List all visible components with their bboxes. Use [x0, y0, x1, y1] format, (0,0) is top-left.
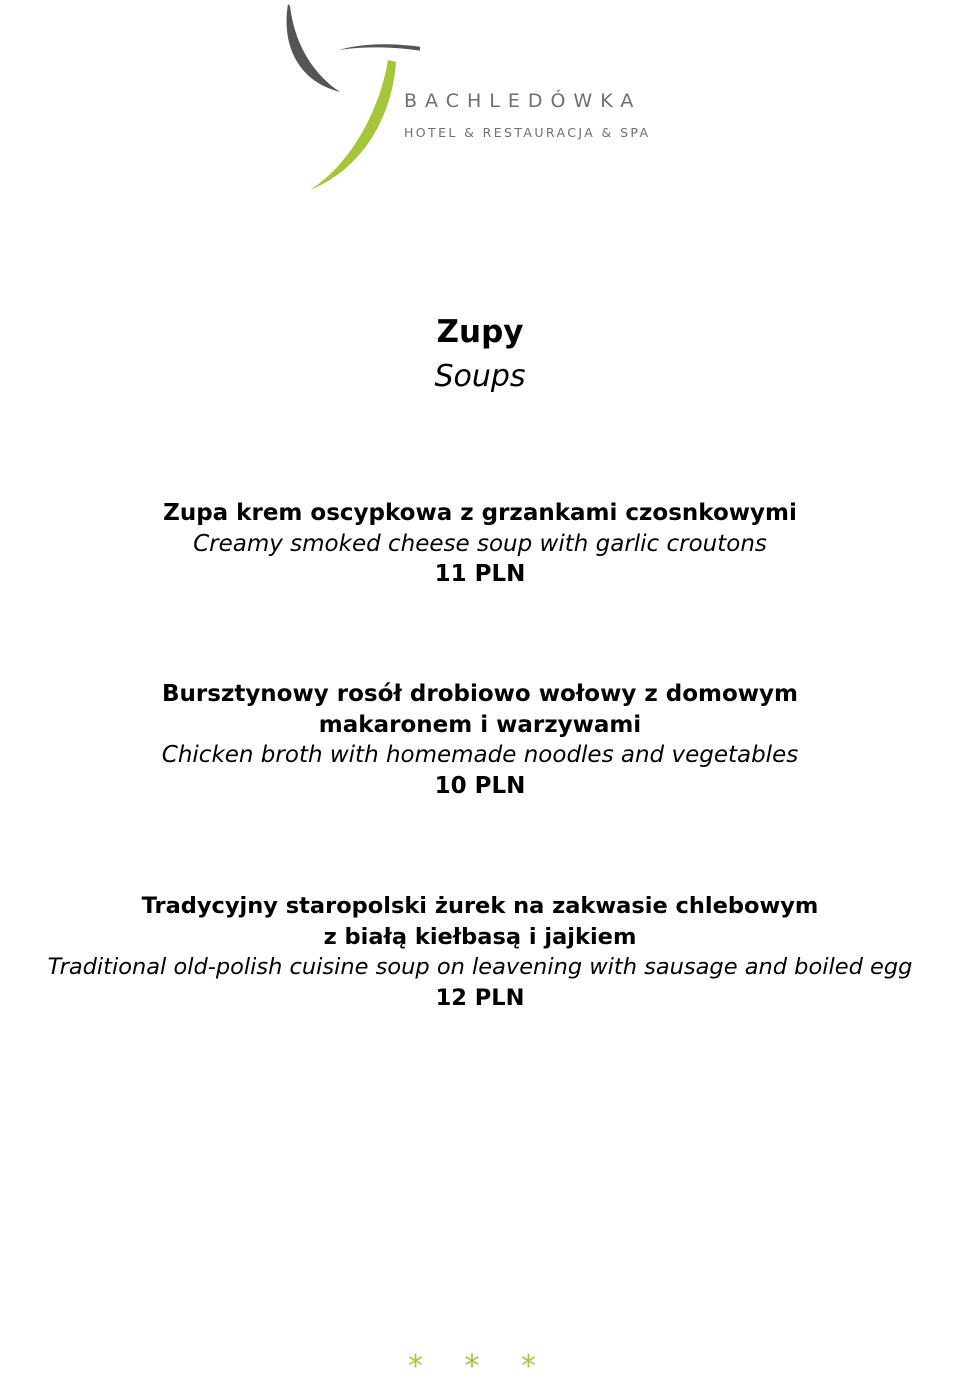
dish-name-en: Traditional old-polish cuisine soup on leavening with sausage and boiled egg: [47, 954, 913, 980]
hotel-logo: [280, 0, 700, 200]
brand-tagline: HOTEL & RESTAURACJA & SPA: [404, 125, 651, 140]
dish-price: 11 PLN: [434, 561, 526, 587]
menu-item: [0, 679, 960, 801]
swoosh-logo-icon: [280, 0, 420, 200]
dish-name-pl-line-2: z białą kiełbasą i jajkiem: [323, 923, 637, 950]
section-title: Zupy: [436, 314, 524, 350]
dish-name-en: Chicken broth with homemade noodles and vegetables: [161, 742, 799, 768]
dish-name-pl: Zupa krem oscypkowa z grzankami czosnkowymi: [163, 500, 797, 526]
dish-price: 10 PLN: [434, 772, 526, 799]
dish-name-pl: Tradycyjny staropolski żurek na zakwasie chlebowym: [141, 893, 819, 919]
menu-item: [0, 498, 960, 590]
section-subtitle: Soups: [434, 359, 526, 394]
dish-name-en: Creamy smoked cheese soup with garlic croutons: [193, 530, 767, 557]
dish-name-pl: Bursztynowy rosół drobiowo wołowy z domowym: [162, 681, 798, 707]
footer-ornament: * * *: [407, 1349, 553, 1384]
dish-price: 12 PLN: [435, 984, 525, 1011]
brand-name: BACHLEDÓWKA: [404, 90, 642, 112]
dish-name-pl-line-2: makaronem i warzywami: [318, 711, 642, 738]
menu-item: [0, 891, 960, 1013]
